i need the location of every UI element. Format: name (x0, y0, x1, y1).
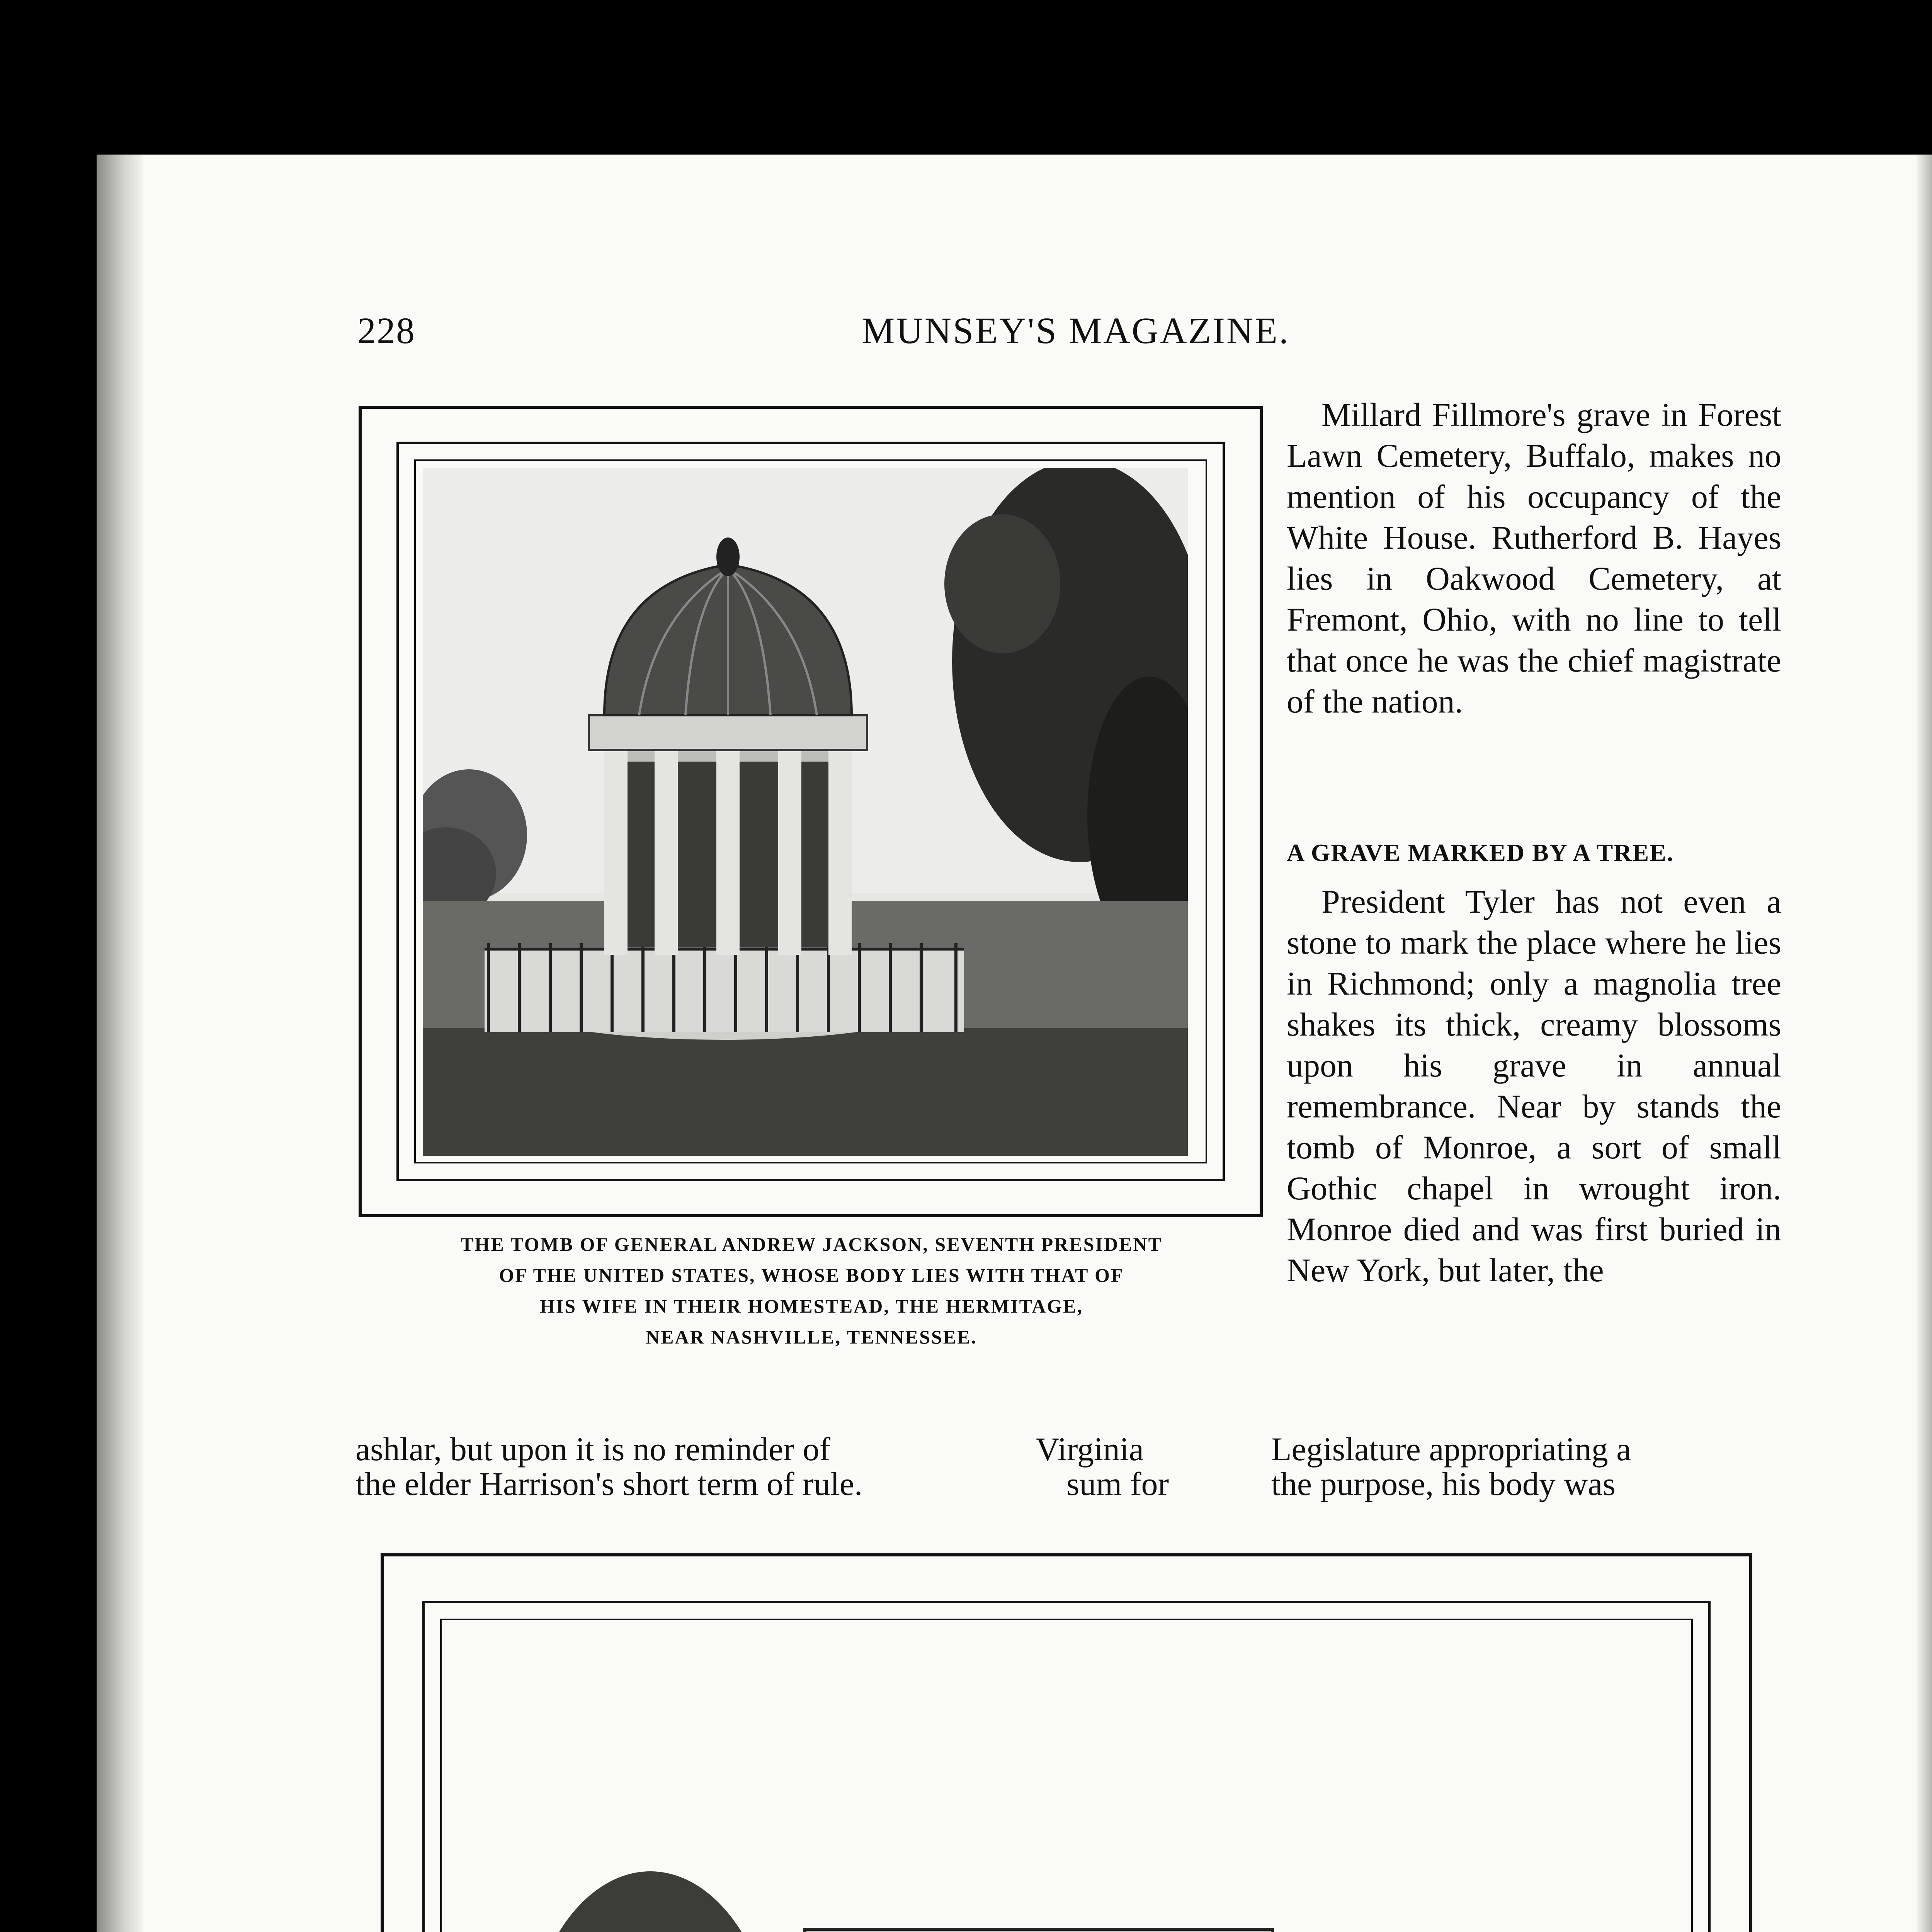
text-line: sum for (1066, 1465, 1169, 1502)
text-line: ashlar, but upon it is no reminder of (355, 1430, 830, 1468)
caption-line: OF THE UNITED STATES, WHOSE BODY LIES WITH THAT OF (499, 1264, 1124, 1286)
page-stack-edge (97, 155, 143, 1932)
plate-frame (396, 442, 1225, 1181)
text-line: the elder Harrison's short term of rule. (355, 1465, 863, 1502)
plate-inner-frame (414, 459, 1207, 1163)
plate-inner-frame (440, 1619, 1693, 1932)
polk-tomb-illustration (449, 1628, 1674, 1932)
text-line: Legislature appropriating a (1271, 1430, 1631, 1468)
running-head: MUNSEY'S MAGAZINE. (862, 310, 1290, 351)
page-number: 228 (357, 310, 415, 351)
caption-line: THE TOMB OF GENERAL ANDREW JACKSON, SEVENTH PRESIDENT (461, 1233, 1162, 1255)
text-line: Virginia (1036, 1430, 1144, 1468)
paragraph-fillmore-hayes: Millard Fillmore's grave in Forest Lawn Cemetery, Buffalo, makes no mention of his occupancy of the White House. Rutherford B. Hayes lies in Oakwood Cemetery, at Fremont, Ohio, with no line to tell that once he was the chief magistrate of the nation. (1287, 396, 1781, 720)
polk-tomb-plate (381, 1553, 1752, 1932)
article-column-right-bottom (1287, 881, 1781, 1291)
jackson-caption (348, 1229, 1275, 1352)
plate-frame (422, 1601, 1711, 1932)
article-column-right-top (1287, 394, 1781, 722)
jackson-tomb-illustration (423, 468, 1188, 1156)
caption-line: HIS WIFE IN THEIR HOMESTEAD, THE HERMITAGE, (539, 1295, 1083, 1317)
paragraph-tyler-monroe: President Tyler has not even a stone to mark the place where he lies in Richmond; only a magnolia tree shakes its thick, creamy blossoms upon his grave in annual remembrance. Near by stands the tomb of Monroe, a sort of small Gothic chapel in wrought iron. Monroe died and was first buried in New York, but later, the (1287, 883, 1781, 1289)
section-subhead: A GRAVE MARKED BY A TREE. (1287, 839, 1674, 866)
caption-line: NEAR NASHVILLE, TENNESSEE. (646, 1326, 977, 1348)
book-gutter (1917, 155, 1932, 1932)
text-line: the purpose, his body was (1271, 1465, 1616, 1502)
jackson-tomb-plate (359, 406, 1263, 1217)
